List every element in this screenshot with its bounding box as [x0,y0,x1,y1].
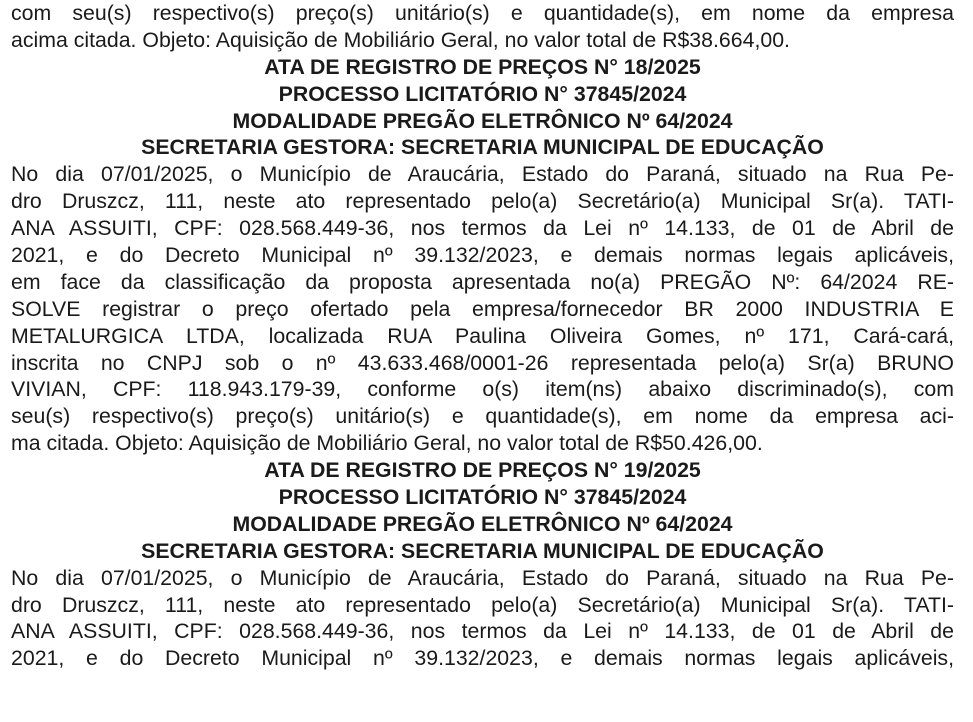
modalidade-line: MODALIDADE PREGÃO ELETRÔNICO Nº 64/2024 [232,511,733,536]
ata-title: ATA DE REGISTRO DE PREÇOS N° 19/2025 [264,458,701,483]
processo-line: PROCESSO LICITATÓRIO N° 37845/2024 [278,81,687,106]
text-line: ma citada. Objeto: Aquisição de Mobiliário Geral, no valor total de R$50.426,00. [11,431,763,456]
text-line: ANA ASSUITI, CPF: 028.568.449-36, nos termos da Lei nº 14.133, de 01 de Abril de [11,619,954,644]
heading-ata-19 [11,457,954,565]
paragraph-previous-ata-end [11,0,954,54]
text-line: com seu(s) respectivo(s) preço(s) unitário(s) e quantidade(s), em nome da empresa [11,1,954,25]
text-line: inscrita no CNPJ sob o nº 43.633.468/0001-26 representada pelo(a) Sr(a) BRUNO [11,350,954,375]
ata-title: ATA DE REGISTRO DE PREÇOS N° 18/2025 [264,54,701,79]
paragraph-ata-18-body [11,161,954,457]
text-line: No dia 07/01/2025, o Município de Araucária, Estado do Paraná, situado na Rua Pe- [11,162,954,187]
processo-line: PROCESSO LICITATÓRIO N° 37845/2024 [278,485,687,510]
paragraph-ata-19-body [11,565,954,673]
document-page [11,0,954,672]
text-line: ANA ASSUITI, CPF: 028.568.449-36, nos termos da Lei nº 14.133, de 01 de Abril de [11,216,954,241]
secretaria-line: SECRETARIA GESTORA: SECRETARIA MUNICIPAL DE EDUCAÇÃO [141,538,824,563]
text-line: dro Druszcz, 111, neste ato representado pelo(a) Secretário(a) Municipal Sr(a). TATI- [11,189,954,214]
text-line: seu(s) respectivo(s) preço(s) unitário(s) e quantidade(s), em nome da empresa aci- [11,404,954,429]
text-line: dro Druszcz, 111, neste ato representado pelo(a) Secretário(a) Municipal Sr(a). TATI- [11,592,954,617]
text-line: VIVIAN, CPF: 118.943.179-39, conforme o(s) item(ns) abaixo discriminado(s), com [11,377,954,402]
text-line: No dia 07/01/2025, o Município de Araucária, Estado do Paraná, situado na Rua Pe- [11,565,954,590]
modalidade-line: MODALIDADE PREGÃO ELETRÔNICO Nº 64/2024 [232,108,733,133]
text-line: SOLVE registrar o preço ofertado pela empresa/fornecedor BR 2000 INDUSTRIA E [11,296,954,321]
secretaria-line: SECRETARIA GESTORA: SECRETARIA MUNICIPAL DE EDUCAÇÃO [141,135,824,160]
heading-ata-18 [11,54,954,162]
text-line: METALURGICA LTDA, localizada RUA Paulina Oliveira Gomes, nº 171, Cará-cará, [11,323,954,348]
text-line: em face da classificação da proposta apresentada no(a) PREGÃO Nº: 64/2024 RE- [11,269,954,294]
text-line: acima citada. Objeto: Aquisição de Mobiliário Geral, no valor total de R$38.664,00. [11,27,790,52]
text-line: 2021, e do Decreto Municipal nº 39.132/2023, e demais normas legais aplicáveis, [11,243,954,268]
text-line: 2021, e do Decreto Municipal nº 39.132/2023, e demais normas legais aplicáveis, [11,646,954,671]
